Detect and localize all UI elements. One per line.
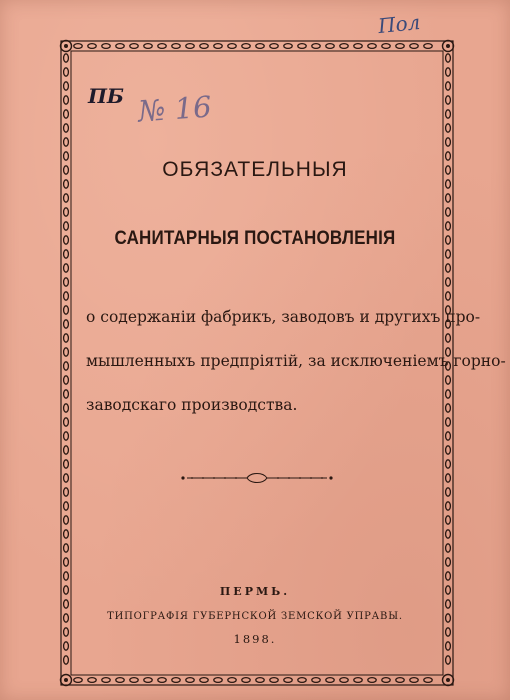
cover-title: ОБЯЗАТЕЛЬНЫЯ [162,158,348,181]
body-line: заводскаго производства. [86,396,298,414]
imprint-press: ТИПОГРАФІЯ ГУБЕРНСКОЙ ЗЕМСКОЙ УПРАВЫ. [107,611,403,622]
body-line: о содержаніи фабрикъ, заводовъ и другихъ про- [86,308,481,326]
imprint-year: 1898. [233,632,277,646]
imprint-city: ПЕРМЬ. [219,585,291,598]
handwritten-shelf-mark: ПБ [88,84,124,108]
body-line: мышленныхъ предпріятій, за исключеніемъ горно- [86,352,506,370]
handwritten-note-top: Пол [376,9,422,39]
handwritten-number-mark: № 16 [136,89,213,129]
cover-subtitle: САНИТАРНЫЯ ПОСТАНОВЛЕНІЯ [114,226,396,249]
